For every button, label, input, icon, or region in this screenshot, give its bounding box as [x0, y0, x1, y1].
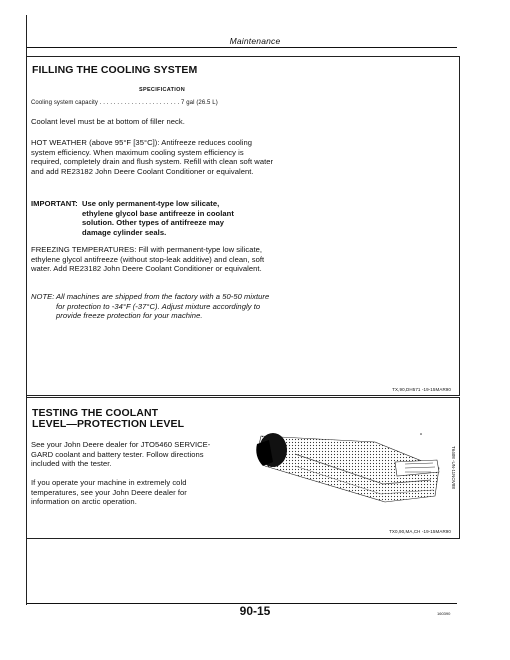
section-header: Maintenance	[229, 36, 281, 46]
page-number: 90-15	[239, 604, 271, 618]
illustration-code: T6408 -UN-11NOV88	[451, 446, 456, 489]
testing-coolant-block	[26, 397, 460, 539]
filling-title: FILLING THE COOLING SYSTEM	[32, 64, 198, 76]
freezing-paragraph: FREEZING TEMPERATURES: Fill with permanent-type low silicate, ethylene glycol antifreeze (without stop-leak additive) and clean, soft water. Add RE23182 John Deere Coolant Conditioner or equivalent.	[31, 245, 265, 274]
coolant-level-note: Coolant level must be at bottom of filler neck.	[31, 117, 185, 126]
filling-cooling-system-block	[26, 56, 460, 396]
testing-reference-tag: TX0,90,MA,CH -19-15MAR90	[389, 529, 451, 534]
testing-title-line1: TESTING THE COOLANT	[32, 407, 159, 419]
testing-title-line2: LEVEL—PROTECTION LEVEL	[32, 418, 185, 430]
important-text: Use only permanent-type low silicate, ethylene glycol base antifreeze in coolant solution. Other types of antifreeze may damage cylinder seals.	[82, 199, 234, 237]
note-text: All machines are shipped from the factory with a 50-50 mixture for protection to -34°F (-37°C). Adjust mixture accordingly to provide freeze protection for your machine.	[56, 292, 270, 321]
spec-heading: SPECIFICATION	[139, 87, 185, 93]
tester-paragraph: See your John Deere dealer for JTO5460 SERVICE-GARD coolant and battery tester. Follow directions included with the tester.	[31, 440, 211, 469]
footer-code: 160390	[437, 611, 451, 616]
header-rule	[27, 47, 457, 48]
filling-reference-tag: TX,90,DH571 -19-15MAR90	[392, 387, 451, 392]
spec-capacity-line: Cooling system capacity . . . . . . . . . . . . . . . . . . . . . . . 7 gal (26.5 L)	[31, 100, 218, 106]
coolant-tester-illustration	[255, 414, 445, 514]
important-label: IMPORTANT:	[31, 199, 78, 208]
hot-weather-paragraph: HOT WEATHER (above 95°F [35°C]): Antifreeze reduces cooling system efficiency. When maximum cooling system efficiency is required, completely drain and flush system. Refill with clean soft water and add RE23182 John Deere Coolant Conditioner or equivalent.	[31, 138, 274, 176]
note-label: NOTE:	[31, 292, 55, 301]
arctic-operation-paragraph: If you operate your machine in extremely cold temperatures, see your John Deere dealer for information on arctic operation.	[31, 478, 187, 507]
